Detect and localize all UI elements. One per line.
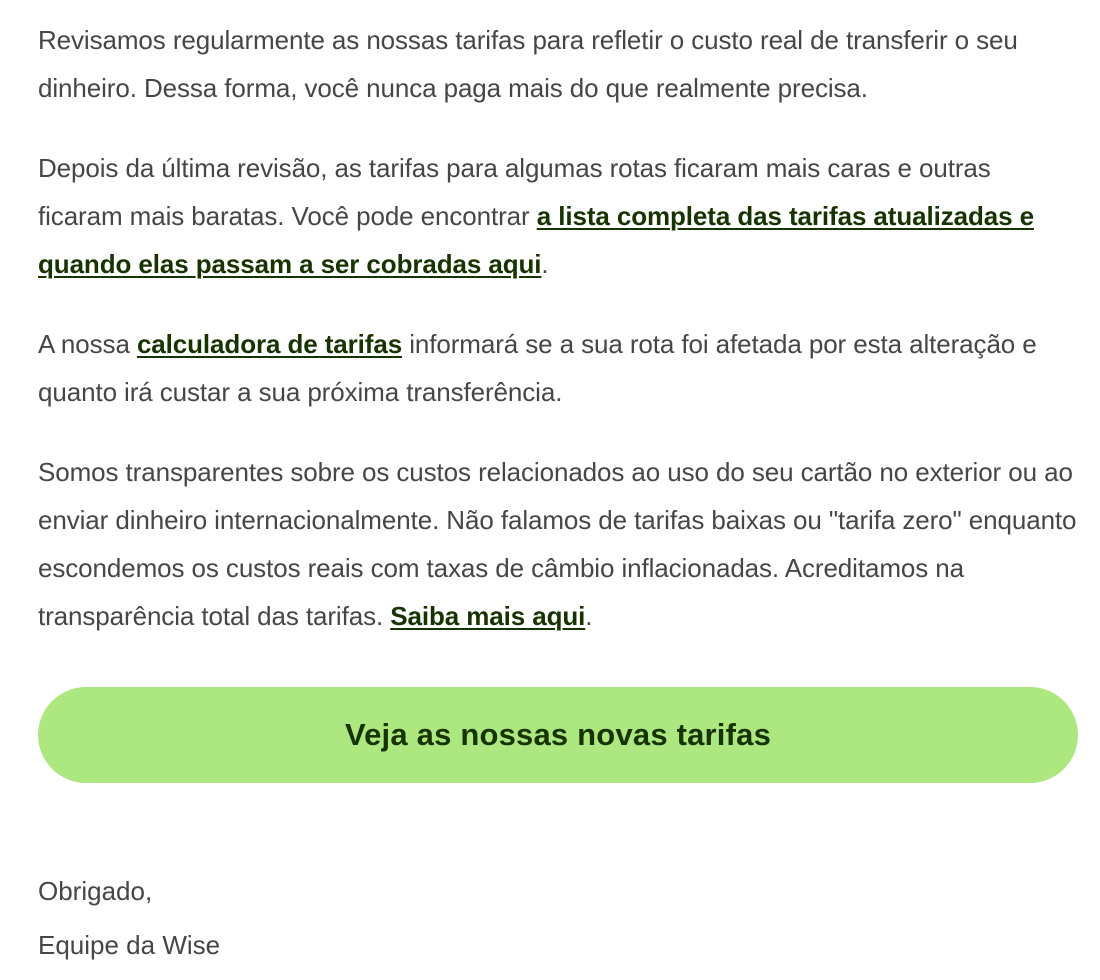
- transparency-paragraph: [38, 448, 1078, 640]
- signoff: [38, 864, 220, 972]
- see-new-fees-button-label: Veja as nossas novas tarifas: [344, 717, 772, 752]
- intro-text: Revisamos regularmente as nossas tarifas para refletir o custo real de transferir o seu dinheiro. Dessa forma, você nunca paga mais do que realmente precisa.: [38, 25, 1018, 103]
- see-new-fees-button[interactable]: [38, 687, 1078, 783]
- calculator-text-start: A nossa: [38, 329, 137, 359]
- review-text: Depois da última revisão, as tarifas para algumas rotas ficaram mais caras e outras ficaram mais baratas. Você pode encontrar: [38, 153, 991, 231]
- calculator-text-end: informará se a sua rota foi afetada por esta alteração e quanto irá custar a sua próxima transferência.: [38, 329, 1037, 407]
- transparency-text-end: .: [585, 601, 593, 631]
- signoff-team: Equipe da Wise: [38, 930, 221, 960]
- learn-more-link[interactable]: Saiba mais aqui: [390, 601, 586, 631]
- calculator-paragraph: [38, 320, 1078, 416]
- transparency-text: Somos transparentes sobre os custos relacionados ao uso do seu cartão no exterior ou ao enviar dinheiro internacionalmente. Não falamos de tarifas baixas ou "tarifa zero" enquanto escondemos os custos reais com taxas de câmbio inflacionadas. Acreditamos na transparência total das tarifas.: [38, 457, 1077, 631]
- signoff-thanks: Obrigado,: [38, 876, 153, 906]
- fee-calculator-link[interactable]: calculadora de tarifas: [136, 329, 403, 359]
- intro-paragraph: [38, 16, 1078, 112]
- review-paragraph: [38, 144, 1078, 288]
- email-body: [38, 16, 1078, 640]
- updated-fees-list-link[interactable]: a lista completa das tarifas atualizadas e quando elas passam a ser cobradas aqui: [38, 201, 1034, 279]
- review-text-end: .: [541, 249, 549, 279]
